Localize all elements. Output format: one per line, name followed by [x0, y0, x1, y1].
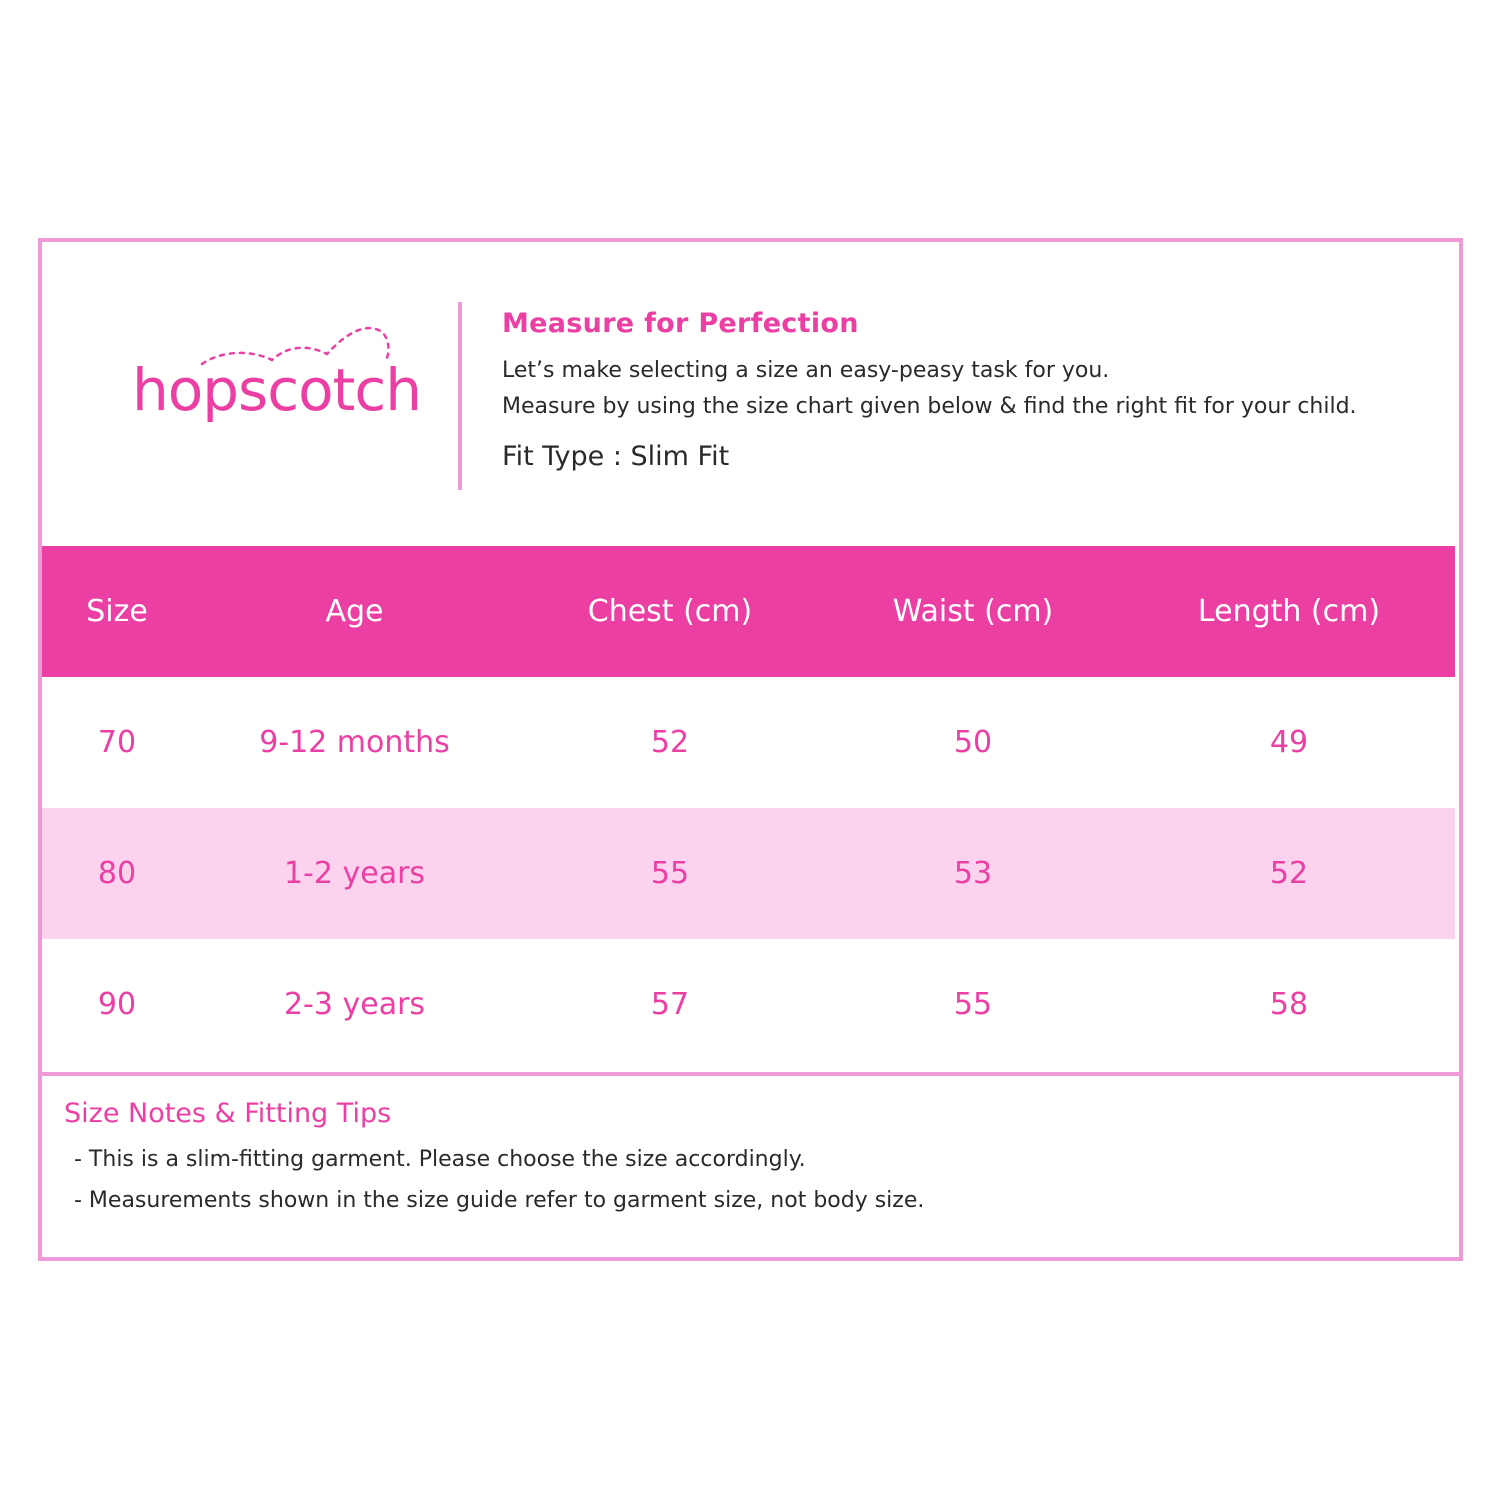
- header-waist: Waist (cm): [892, 594, 1054, 629]
- cell-waist: 53: [953, 856, 993, 891]
- cell-waist: 50: [953, 725, 993, 760]
- cell-chest: 57: [650, 987, 690, 1022]
- intro-title: Measure for Perfection: [502, 308, 859, 339]
- cell-age: 1-2 years: [283, 856, 426, 891]
- cell-age: 9-12 months: [259, 725, 450, 760]
- header-length: Length (cm): [1197, 594, 1381, 629]
- intro-block: [502, 308, 1442, 472]
- table-row: [42, 808, 1455, 939]
- table-header-row: [42, 546, 1455, 677]
- header-divider: [458, 302, 462, 490]
- note-item: - Measurements shown in the size guide refer to garment size, not body size.: [74, 1188, 925, 1213]
- header-chest: Chest (cm): [587, 594, 753, 629]
- cell-length: 58: [1269, 987, 1309, 1022]
- fit-type: Fit Type : Slim Fit: [502, 441, 730, 472]
- table-row: [42, 677, 1455, 808]
- header-size: Size: [86, 594, 148, 629]
- cell-length: 49: [1269, 725, 1309, 760]
- cell-size: 70: [97, 725, 137, 760]
- table-row: [42, 939, 1455, 1070]
- size-table: [42, 546, 1455, 1070]
- cell-chest: 52: [650, 725, 690, 760]
- cell-age: 2-3 years: [283, 987, 426, 1022]
- size-notes: [64, 1098, 1444, 1229]
- cell-length: 52: [1269, 856, 1309, 891]
- size-chart-card: [38, 238, 1463, 1261]
- cell-size: 90: [97, 987, 137, 1022]
- notes-divider: [42, 1072, 1459, 1076]
- logo-text: hopscotch: [132, 356, 422, 424]
- cell-waist: 55: [953, 987, 993, 1022]
- hopscotch-logo: [132, 322, 422, 442]
- header-age: Age: [325, 594, 384, 629]
- intro-line-2: Measure by using the size chart given below & find the right fit for your child.: [502, 394, 1357, 419]
- intro-line-1: Let’s make selecting a size an easy-peasy task for you.: [502, 358, 1110, 383]
- notes-title: Size Notes & Fitting Tips: [64, 1098, 392, 1129]
- note-item: - This is a slim-fitting garment. Please choose the size accordingly.: [74, 1147, 806, 1172]
- cell-size: 80: [97, 856, 137, 891]
- size-chart-header: [42, 242, 1459, 546]
- cell-chest: 55: [650, 856, 690, 891]
